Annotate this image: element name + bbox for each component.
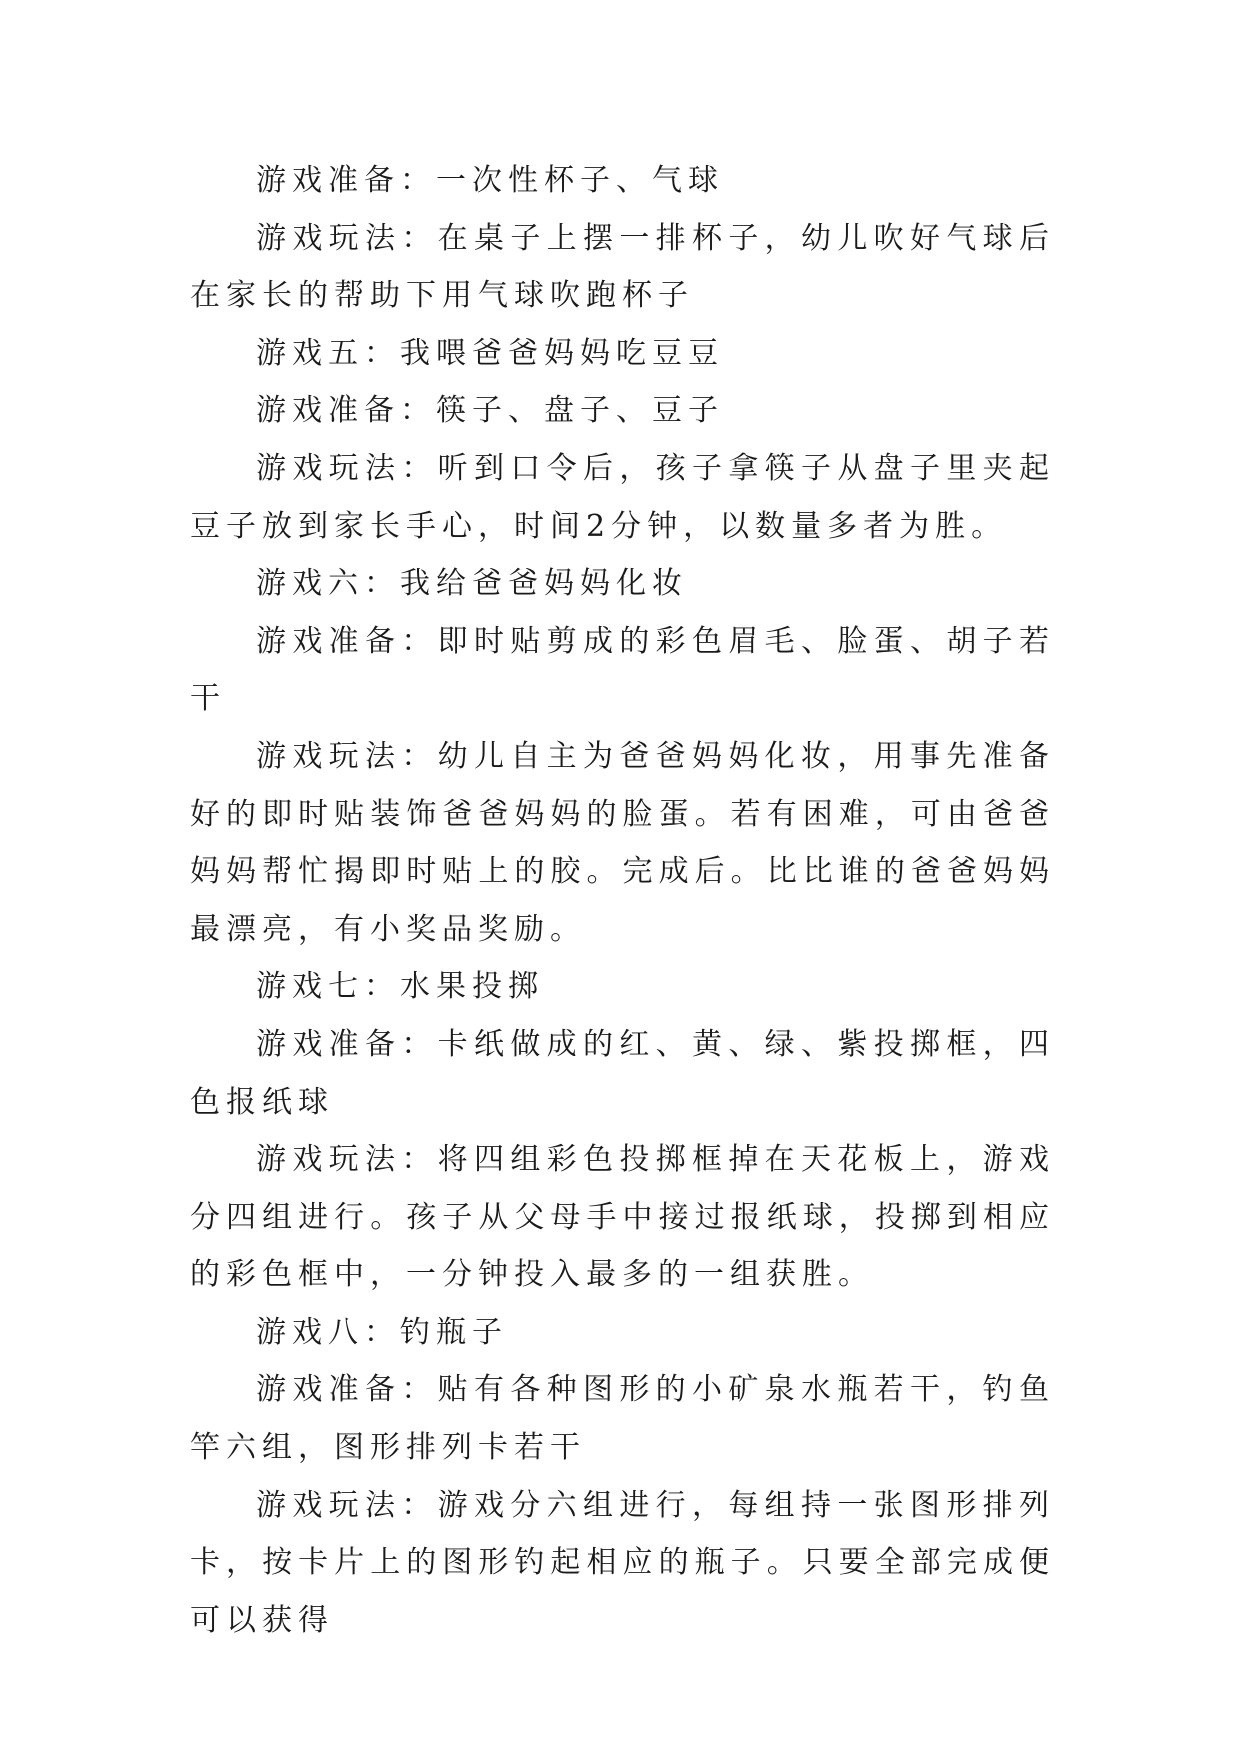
paragraph-game-8-title: 游戏八：钓瓶子: [256, 1314, 508, 1350]
paragraph-game-5-rules: 游戏玩法：听到口令后，孩子拿筷子从盘子里夹起豆子放到家长手心，时间2分钟，以数量多者为胜。: [190, 450, 1055, 544]
paragraph-game-rules: 游戏玩法：在桌子上摆一排杯子，幼儿吹好气球后在家长的帮助下用气球吹跑杯子: [190, 220, 1055, 314]
paragraph-game-6-prep: 游戏准备：即时贴剪成的彩色眉毛、脸蛋、胡子若干: [190, 623, 1055, 717]
document-body: [190, 152, 1055, 1649]
paragraph-game-8-prep: 游戏准备：贴有各种图形的小矿泉水瓶若干，钓鱼竿六组，图形排列卡若干: [190, 1372, 1055, 1466]
paragraph-game-7-rules: 游戏玩法：将四组彩色投掷框掉在天花板上，游戏分四组进行。孩子从父母手中接过报纸球，投掷到相应的彩色框中，一分钟投入最多的一组获胜。: [190, 1142, 1055, 1293]
paragraph-game-5-prep: 游戏准备：筷子、盘子、豆子: [256, 393, 724, 429]
paragraph-game-prep: 游戏准备：一次性杯子、气球: [256, 163, 724, 198]
paragraph-game-7-title: 游戏七：水果投掷: [256, 969, 544, 1005]
paragraph-game-5-title: 游戏五：我喂爸爸妈妈吃豆豆: [256, 335, 724, 371]
paragraph-game-6-rules: 游戏玩法：幼儿自主为爸爸妈妈化妆，用事先准备好的即时贴装饰爸爸妈妈的脸蛋。若有困难，可由爸爸妈妈帮忙揭即时贴上的胶。完成后。比比谁的爸爸妈妈最漂亮，有小奖品奖励。: [190, 738, 1055, 947]
paragraph-game-7-prep: 游戏准备：卡纸做成的红、黄、绿、紫投掷框，四色报纸球: [190, 1026, 1055, 1120]
paragraph-game-6-title: 游戏六：我给爸爸妈妈化妆: [256, 566, 688, 602]
paragraph-game-8-rules: 游戏玩法：游戏分六组进行，每组持一张图形排列卡，按卡片上的图形钓起相应的瓶子。只要全部完成便可以获得: [190, 1487, 1055, 1638]
